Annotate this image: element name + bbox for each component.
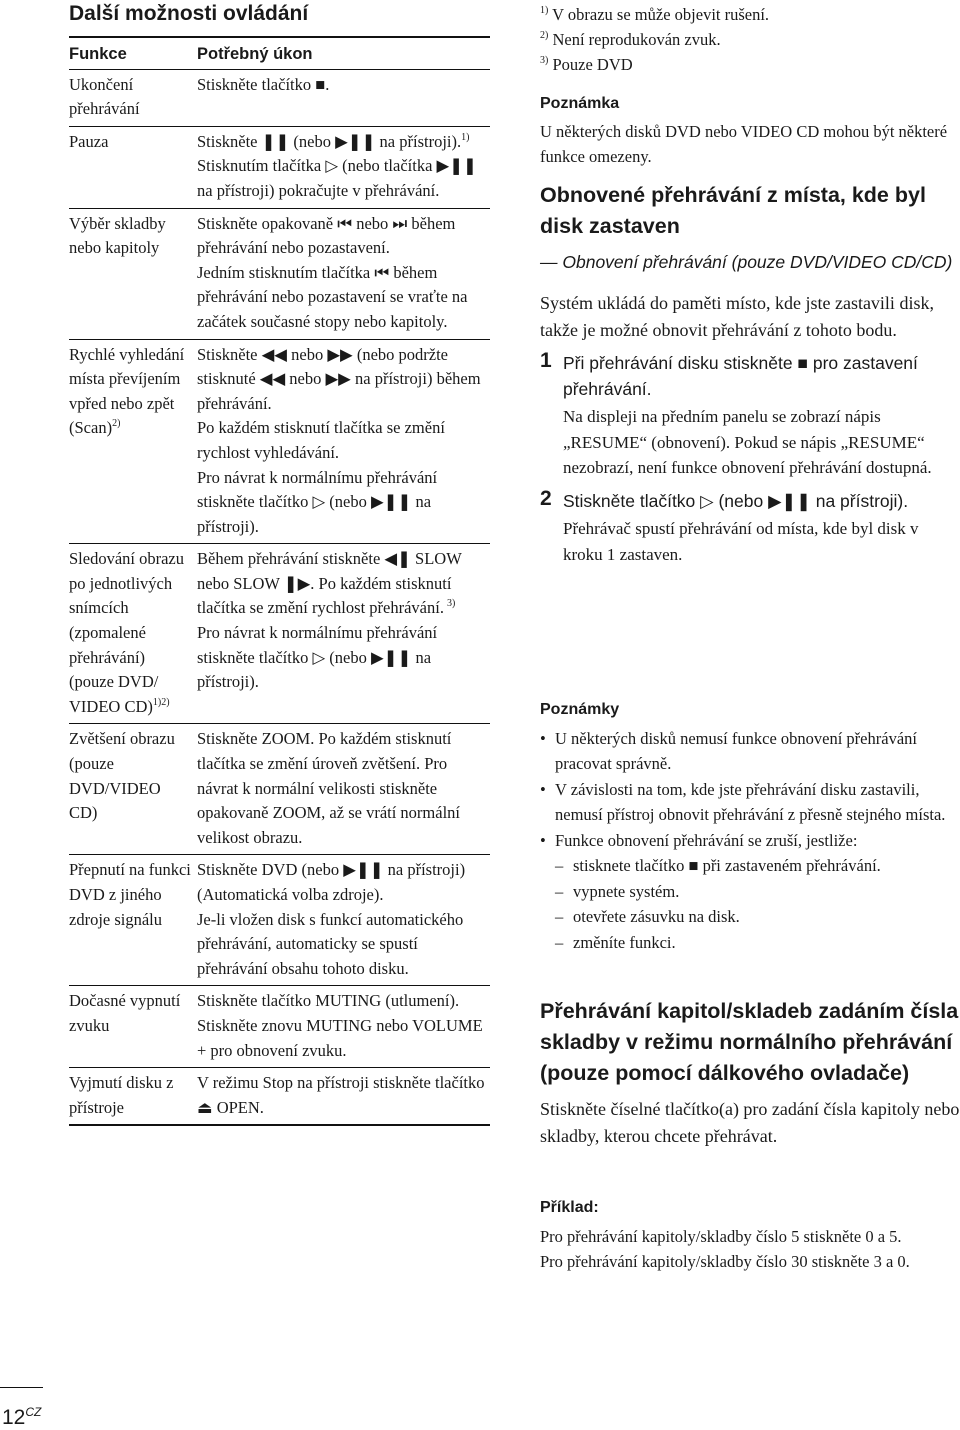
action-text: Stiskněte DVD (nebo ▶❚❚ na přístroji) (Automatická volba zdroje). (197, 860, 466, 904)
page-number-rule (0, 1387, 43, 1388)
step-instruction: Při přehrávání disku stiskněte ■ pro zastavení přehrávání. (563, 353, 918, 399)
step-instruction: Stiskněte tlačítko ▷ (nebo ▶❚❚ na přístroji). (563, 490, 909, 511)
action-text: Stiskněte opakovaně ⏮ nebo ⏭ během přehrávání nebo pozastavení. (197, 213, 456, 258)
footnote: $^{1)}$ V obrazu se může objevit rušení. (540, 5, 770, 24)
note-block (540, 92, 960, 169)
action-cell (197, 126, 490, 208)
action-text: Během přehrávání stiskněte ◀❚ SLOW nebo SLOW ❚▶. Po každém stisknutí tlačítka se změní rychlost přehrávání. $^{3)}$ (197, 549, 462, 618)
resume-intro: Systém ukládá do paměti místo, kde jste zastavili disk, takže je možné obnovit přehrávání z tohoto bodu. (540, 293, 934, 340)
action-text: Jedním stisknutím tlačítka ⏮ během přehrávání nebo pozastavení se vraťte na začátek současné stopy nebo kapitoly. (197, 262, 468, 331)
list-item: • U některých disků nemusí funkce obnovení přehrávání pracovat správně. (540, 726, 960, 777)
example-heading: Příklad: (540, 1199, 599, 1216)
table-row (69, 724, 490, 855)
step-number: 1 (540, 349, 552, 372)
sub-item: – vypnete systém. (555, 879, 960, 905)
action-cell (197, 1068, 490, 1126)
function-cell: Ukončení přehrávání (69, 69, 197, 126)
note-text: U některých disků DVD nebo VIDEO CD mohou být některé funkce omezeny. (540, 121, 948, 166)
controls-table (69, 36, 490, 1126)
resume-subtitle: — Obnovení přehrávání (pouze DVD/VIDEO CD/CD) (540, 252, 953, 272)
action-text: Stiskněte ❚❚ (nebo ▶❚❚ na přístroji).$^{1)}$ (197, 131, 470, 151)
example-line: Pro přehrávání kapitoly/skladby číslo 30 stiskněte 3 a 0. (540, 1252, 910, 1272)
notes-list (540, 726, 960, 956)
notes-block (540, 698, 960, 955)
action-text: Po každém stisknutí tlačítka se změní rychlost vyhledávání. (197, 418, 445, 462)
footnote: $^{3)}$ Pouze DVD (540, 55, 633, 74)
step-description: Na displeji na předním panelu se zobrazí nápis „RESUME“ (obnovení). Pokud se nápis „RESUME“ nezobrazí, není funkce obnovení přehrávání dostupná. (563, 407, 932, 477)
table-row (69, 544, 490, 724)
table-row (69, 986, 490, 1068)
resume-title: Obnovené přehrávání z místa, kde byl disk zastaven (540, 183, 926, 238)
footnote: $^{2)}$ Není reprodukován zvuk. (540, 30, 721, 49)
table-row (69, 855, 490, 986)
function-cell: Vyjmutí disku z přístroje (69, 1068, 197, 1126)
table-row (69, 126, 490, 208)
table-row (69, 208, 490, 339)
action-cell (197, 339, 490, 544)
notes-heading: Poznámky (540, 701, 620, 718)
table-header-funkce: Funkce (69, 37, 197, 69)
action-cell (197, 855, 490, 986)
action-text: Stiskněte ZOOM. Po každém stisknutí tlačítka se změní úroveň zvětšení. Pro návrat k normální velikosti stiskněte opakovaně ZOOM, až se vrátí normální velikost obrazu. (197, 729, 461, 847)
example-line: Pro přehrávání kapitoly/skladby číslo 5 stiskněte 0 a 5. (540, 1226, 902, 1246)
chapter-text: Stiskněte číselné tlačítko(a) pro zadání čísla kapitoly nebo skladby, kterou chcete přehrávat. (540, 1099, 960, 1146)
function-cell: Dočasné vypnutí zvuku (69, 986, 197, 1068)
step-1 (540, 351, 960, 481)
slow-footnote-mark: 3) (446, 598, 456, 610)
step-2 (540, 486, 960, 568)
list-item: • V závislosti na tom, kde jste přehrávání disku zastavili, nemusí přístroj obnovit přehrávání z přesně stejného místa. (540, 777, 960, 828)
action-text: Stiskněte tlačítko ■. (197, 74, 330, 94)
table-row (69, 339, 490, 544)
note-heading: Poznámka (540, 95, 620, 112)
table-header-ukon: Potřebný úkon (197, 37, 490, 69)
page-number: $12^{CZ}$ (2, 1405, 42, 1429)
function-cell: Výběr skladby nebo kapitoly (69, 208, 197, 339)
resume-section (540, 180, 960, 567)
sub-item: – změníte funkci. (555, 930, 960, 956)
table-row (69, 69, 490, 126)
action-text: Je-li vložen disk s funkcí automatického přehrávání, automaticky se spustí přehrávání obsahu tohoto disku. (197, 909, 464, 978)
action-cell (197, 544, 490, 724)
sub-item: – stisknete tlačítko ■ při zastaveném přehrávání. (555, 853, 960, 879)
chapter-section (540, 996, 960, 1149)
function-cell: Rychlé vyhledání místa převíjením vpřed nebo zpět (Scan)$^{2)}$ (69, 339, 197, 544)
function-cell: Pauza (69, 126, 197, 208)
footnotes (540, 2, 960, 77)
function-cell: Přepnutí na funkci DVD z jiného zdroje signálu (69, 855, 197, 986)
list-item: • Funkce obnovení přehrávání se zruší, jestliže: – stisknete tlačítko ■ při zastaveném přehrávání. – vypnete systém. – otevřete zásuvku na disk. – změníte funkci. (540, 828, 960, 956)
function-cell: Zvětšení obrazu (pouze DVD/VIDEO CD) (69, 724, 197, 855)
action-text: Stiskněte znovu MUTING nebo VOLUME + pro obnovení zvuku. (197, 1015, 483, 1060)
example-block (540, 1196, 960, 1275)
chapter-title: Přehrávání kapitol/skladeb zadáním čísla skladby v režimu normálního přehrávání (pouze pomocí dálkového ovladače) (540, 999, 959, 1085)
action-text: V režimu Stop na přístroji stiskněte tlačítko ⏏ OPEN. (197, 1073, 485, 1117)
action-cell (197, 724, 490, 855)
function-cell: Sledování obrazu po jednotlivých snímcích (zpomalené přehrávání) (pouze DVD/ VIDEO CD)$^{1)2)}$ (69, 544, 197, 724)
action-text: Stiskněte ◀◀ nebo ▶▶ (nebo podržte stisknuté ◀◀ nebo ▶▶ na přístroji) během přehrávání. (197, 344, 481, 413)
action-cell (197, 986, 490, 1068)
section-title: Další možnosti ovládání (69, 2, 309, 25)
action-text: Stiskněte tlačítko MUTING (utlumení). (197, 991, 460, 1011)
action-cell (197, 69, 490, 126)
step-description: Přehrávač spustí přehrávání od místa, kde byl disk v kroku 1 zastaven. (563, 519, 919, 564)
table-row (69, 1068, 490, 1126)
sub-list (555, 853, 960, 955)
action-text: Stisknutím tlačítka ▷ (nebo tlačítka ▶❚❚ na přístroji) pokračujte v přehrávání. (197, 156, 477, 200)
action-cell (197, 208, 490, 339)
action-text: Pro návrat k normálnímu přehrávání stiskněte tlačítko ▷ (nebo ▶❚❚ na přístroji). (197, 623, 438, 692)
action-text: Pro návrat k normálnímu přehrávání stiskněte tlačítko ▷ (nebo ▶❚❚ na přístroji). (197, 467, 438, 536)
sub-item: – otevřete zásuvku na disk. (555, 904, 960, 930)
step-number: 2 (540, 486, 552, 510)
